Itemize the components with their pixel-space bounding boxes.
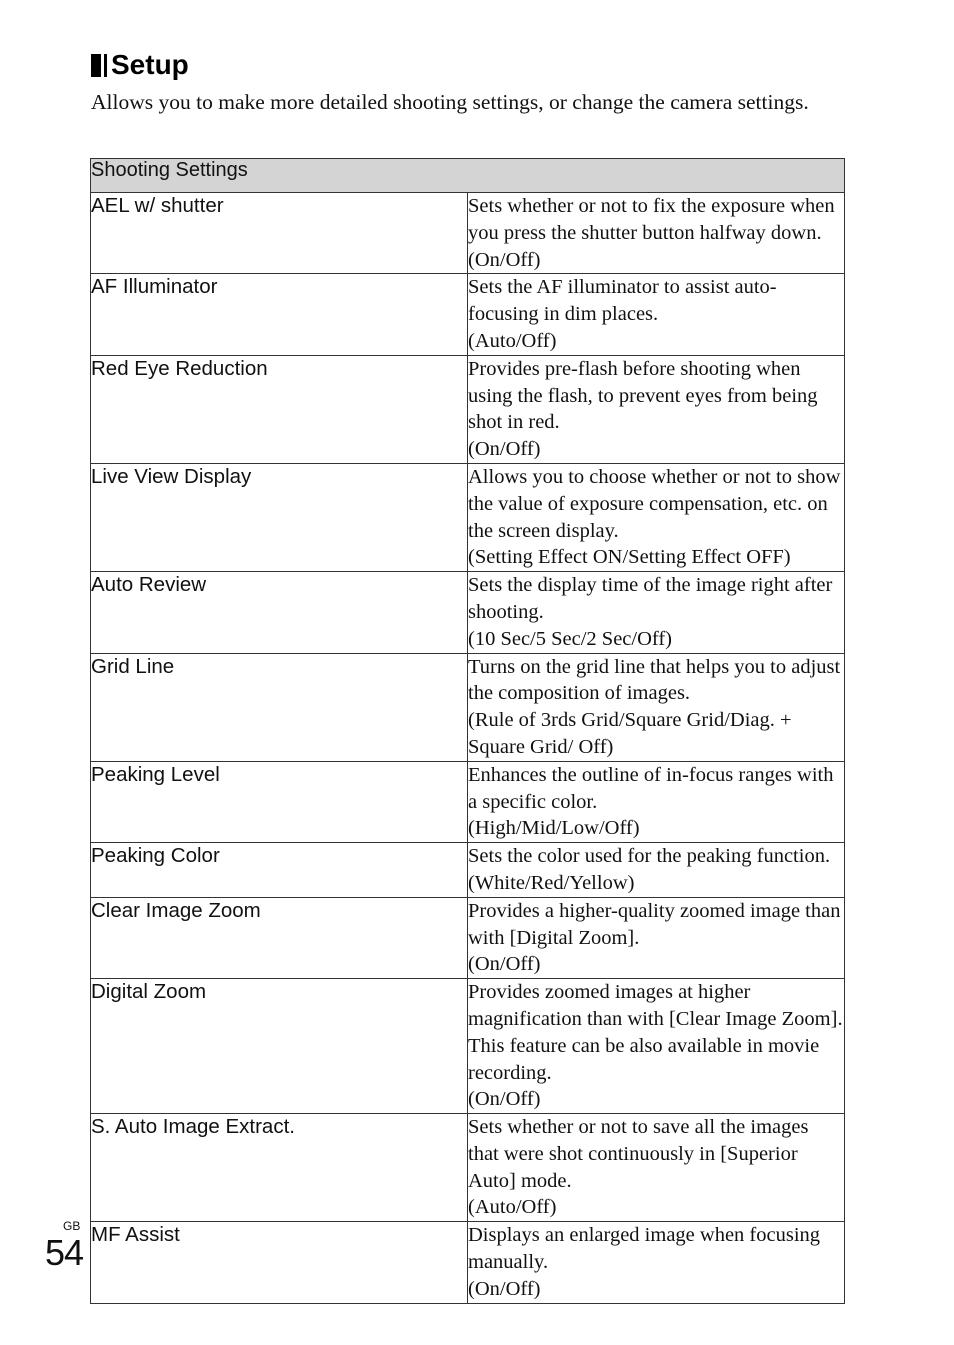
setting-options: (Rule of 3rds Grid/Square Grid/Diag. + Square Grid/ Off): [468, 709, 792, 758]
section-title: Setup: [111, 49, 189, 80]
setting-description-cell: [468, 843, 845, 898]
setting-options: (White/Red/Yellow): [468, 871, 635, 894]
setting-options: (10 Sec/5 Sec/2 Sec/Off): [468, 627, 672, 650]
setting-options: (High/Mid/Low/Off): [468, 817, 640, 840]
setting-description-cell: [468, 897, 845, 978]
settings-table: [90, 158, 845, 1304]
setting-description-cell: [468, 355, 845, 463]
setting-description-cell: [468, 979, 845, 1114]
setting-name: Grid Line: [91, 653, 468, 761]
setting-name: AEL w/ shutter: [91, 193, 468, 274]
setting-options: (On/Off): [468, 1277, 541, 1300]
setting-description: Sets the color used for the peaking function.: [468, 845, 831, 868]
heading-marker-icon: [91, 54, 104, 77]
setting-name: Peaking Level: [91, 761, 468, 842]
page-language-code: GB: [63, 1219, 81, 1233]
table-row: [91, 1114, 845, 1222]
setting-description: Turns on the grid line that helps you to adjust the composition of images.: [468, 655, 841, 705]
table-header-row: [91, 159, 845, 193]
table-row: [91, 274, 845, 355]
setting-options: (Auto/Off): [468, 329, 557, 352]
setting-description-cell: [468, 463, 845, 571]
setting-description: Provides pre-flash before shooting when using the flash, to prevent eyes from being shot in red.: [468, 357, 818, 434]
setting-name: AF Illuminator: [91, 274, 468, 355]
table-row: [91, 463, 845, 571]
table-row: [91, 653, 845, 761]
table-row: [91, 193, 845, 274]
table-row: [91, 979, 845, 1114]
setting-name: Live View Display: [91, 463, 468, 571]
setting-options: (On/Off): [468, 1088, 541, 1111]
setting-options: (On/Off): [468, 953, 541, 976]
setting-name: S. Auto Image Extract.: [91, 1114, 468, 1222]
setting-description: Provides zoomed images at higher magnification than with [Clear Image Zoom]. This feature can be also available in movie recording.: [468, 981, 843, 1084]
setting-name: Auto Review: [91, 572, 468, 653]
setting-description-cell: [468, 761, 845, 842]
setting-name: MF Assist: [91, 1222, 468, 1303]
table-row: [91, 843, 845, 898]
setting-name: Clear Image Zoom: [91, 897, 468, 978]
setting-description: Provides a higher-quality zoomed image than with [Digital Zoom].: [468, 899, 841, 949]
setting-name: Digital Zoom: [91, 979, 468, 1114]
table-row: [91, 572, 845, 653]
setting-description-cell: [468, 193, 845, 274]
setting-name: Peaking Color: [91, 843, 468, 898]
setting-description-cell: [468, 1222, 845, 1303]
setting-options: (Setting Effect ON/Setting Effect OFF): [468, 546, 791, 569]
page-number: 54: [45, 1232, 84, 1273]
setting-description: Enhances the outline of in-focus ranges with a specific color.: [468, 763, 834, 813]
setting-description-cell: [468, 653, 845, 761]
table-header: Shooting Settings: [91, 159, 845, 193]
settings-table-body: [91, 193, 845, 1304]
section-intro: Allows you to make more detailed shooting settings, or change the camera settings.: [91, 90, 809, 114]
setting-description: Sets whether or not to save all the images that were shot continuously in [Superior Auto] mode.: [468, 1116, 809, 1192]
setting-description: Displays an enlarged image when focusing manually.: [468, 1224, 821, 1274]
setting-name: Red Eye Reduction: [91, 355, 468, 463]
setting-description: Sets the AF illuminator to assist auto-focusing in dim places.: [468, 276, 777, 326]
setting-description: Sets the display time of the image right after shooting.: [468, 574, 833, 623]
section-heading: [91, 47, 189, 83]
setting-options: (On/Off): [468, 438, 541, 461]
setting-description-cell: [468, 572, 845, 653]
setting-options: (On/Off): [468, 248, 541, 271]
setting-description: Sets whether or not to fix the exposure when you press the shutter button halfway down.: [468, 195, 835, 244]
table-row: [91, 761, 845, 842]
setting-options: (Auto/Off): [468, 1196, 557, 1219]
table-row: [91, 897, 845, 978]
setting-description-cell: [468, 274, 845, 355]
setting-description: Allows you to choose whether or not to show the value of exposure compensation, etc. on the screen display.: [468, 465, 841, 542]
table-row: [91, 1222, 845, 1303]
setting-description-cell: [468, 1114, 845, 1222]
table-row: [91, 355, 845, 463]
